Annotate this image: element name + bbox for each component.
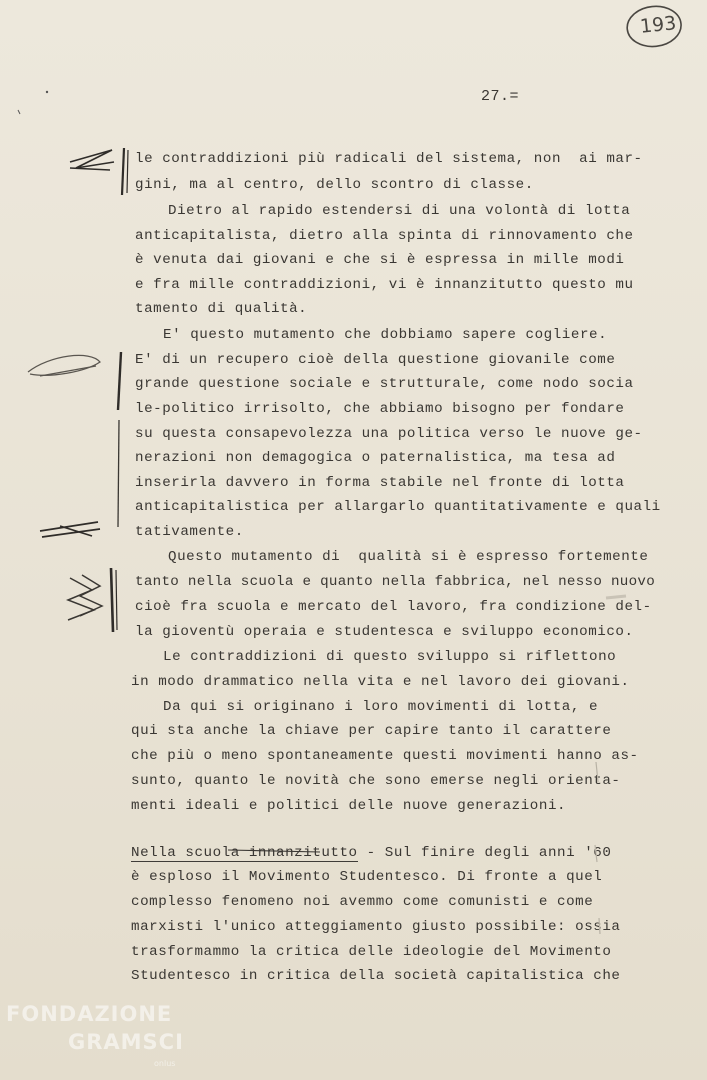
handwritten-circle-icon <box>622 1 691 57</box>
page-number: 27.= <box>481 88 520 105</box>
text-line: E' questo mutamento che dobbiamo sapere cogliere. <box>163 327 608 343</box>
text-line: Dietro al rapido estendersi di una volontà di lotta <box>168 203 631 219</box>
text-line: Questo mutamento di qualità si è espresso fortemente <box>168 549 649 565</box>
text-line: e fra mille contraddizioni, vi è innanzitutto questo mu <box>135 277 634 293</box>
watermark-line3: onlus <box>154 1059 176 1068</box>
text-line: inserirla davvero in forma stabile nel fronte di lotta <box>135 475 625 491</box>
text-line: le contraddizioni più radicali del sistema, non ai mar- <box>135 151 643 167</box>
watermark-line1: FONDAZIONE <box>6 1002 173 1026</box>
text-line: tativamente. <box>135 524 244 540</box>
text-line: che più o meno spontaneamente questi movimenti hanno as- <box>131 748 639 764</box>
text-line: nerazioni non demagogica o paternalistica, ma tesa ad <box>135 450 616 466</box>
text-line: marxisti l'unico atteggiamento giusto possibile: ossia <box>131 919 621 935</box>
text-line: complesso fenomeno noi avemmo come comunisti e come <box>131 894 594 910</box>
text-line: sunto, quanto le novità che sono emerse negli orienta- <box>131 773 621 789</box>
text-line: anticapitalistica per allargarlo quantitativamente e quali <box>135 499 661 515</box>
text-line: Da qui si originano i loro movimenti di lotta, e <box>163 699 599 715</box>
text-line: Le contraddizioni di questo sviluppo si riflettono <box>163 649 617 665</box>
archive-number-text: 193 <box>638 12 678 38</box>
text-line: qui sta anche la chiave per capire tanto il carattere <box>131 723 612 739</box>
margin-mark-icon <box>40 522 100 537</box>
text-line: trasformammo la critica delle ideologie del Movimento <box>131 944 612 960</box>
text-line: su questa consapevolezza una politica verso le nuove ge- <box>135 426 643 442</box>
text-line: gini, ma al centro, dello scontro di classe. <box>135 177 534 193</box>
section-heading: Nella scuola innanzitutto <box>131 845 358 861</box>
text-line: in modo drammatico nella vita e nel lavoro dei giovani. <box>131 674 630 690</box>
text-line: è esploso il Movimento Studentesco. Di fronte a quel <box>131 869 603 885</box>
section-heading-line <box>131 845 611 861</box>
text-line: E' di un recupero cioè della questione giovanile come <box>135 352 616 368</box>
text-line: la gioventù operaia e studentesca e sviluppo economico. <box>135 624 634 640</box>
text-line: tanto nella scuola e quanto nella fabbrica, nel nesso nuovo <box>135 574 656 590</box>
text-line: è venuta dai giovani e che si è espressa in mille modi <box>135 252 625 268</box>
text-line: Studentesco in critica della società capitalistica che <box>131 968 621 984</box>
text-line: menti ideali e politici delle nuove generazioni. <box>131 798 567 814</box>
watermark-logo <box>6 1000 184 1068</box>
margin-mark-icon <box>28 355 100 376</box>
watermark-line2: GRAMSCI <box>68 1030 184 1054</box>
margin-mark-icon <box>68 575 102 620</box>
archive-number-stamp <box>639 12 677 38</box>
margin-mark-icon <box>70 150 114 170</box>
text-line: tamento di qualità. <box>135 301 308 317</box>
text-line: grande questione sociale e strutturale, come nodo socia <box>135 376 634 392</box>
text-line: cioè fra scuola e mercato del lavoro, fra condizione del- <box>135 599 652 615</box>
text-line: le-politico irrisolto, che abbiamo bisogno per fondare <box>135 401 625 417</box>
text-line: anticapitalista, dietro alla spinta di rinnovamento che <box>135 228 634 244</box>
section-heading-rest: - Sul finire degli anni '60 <box>357 845 612 861</box>
